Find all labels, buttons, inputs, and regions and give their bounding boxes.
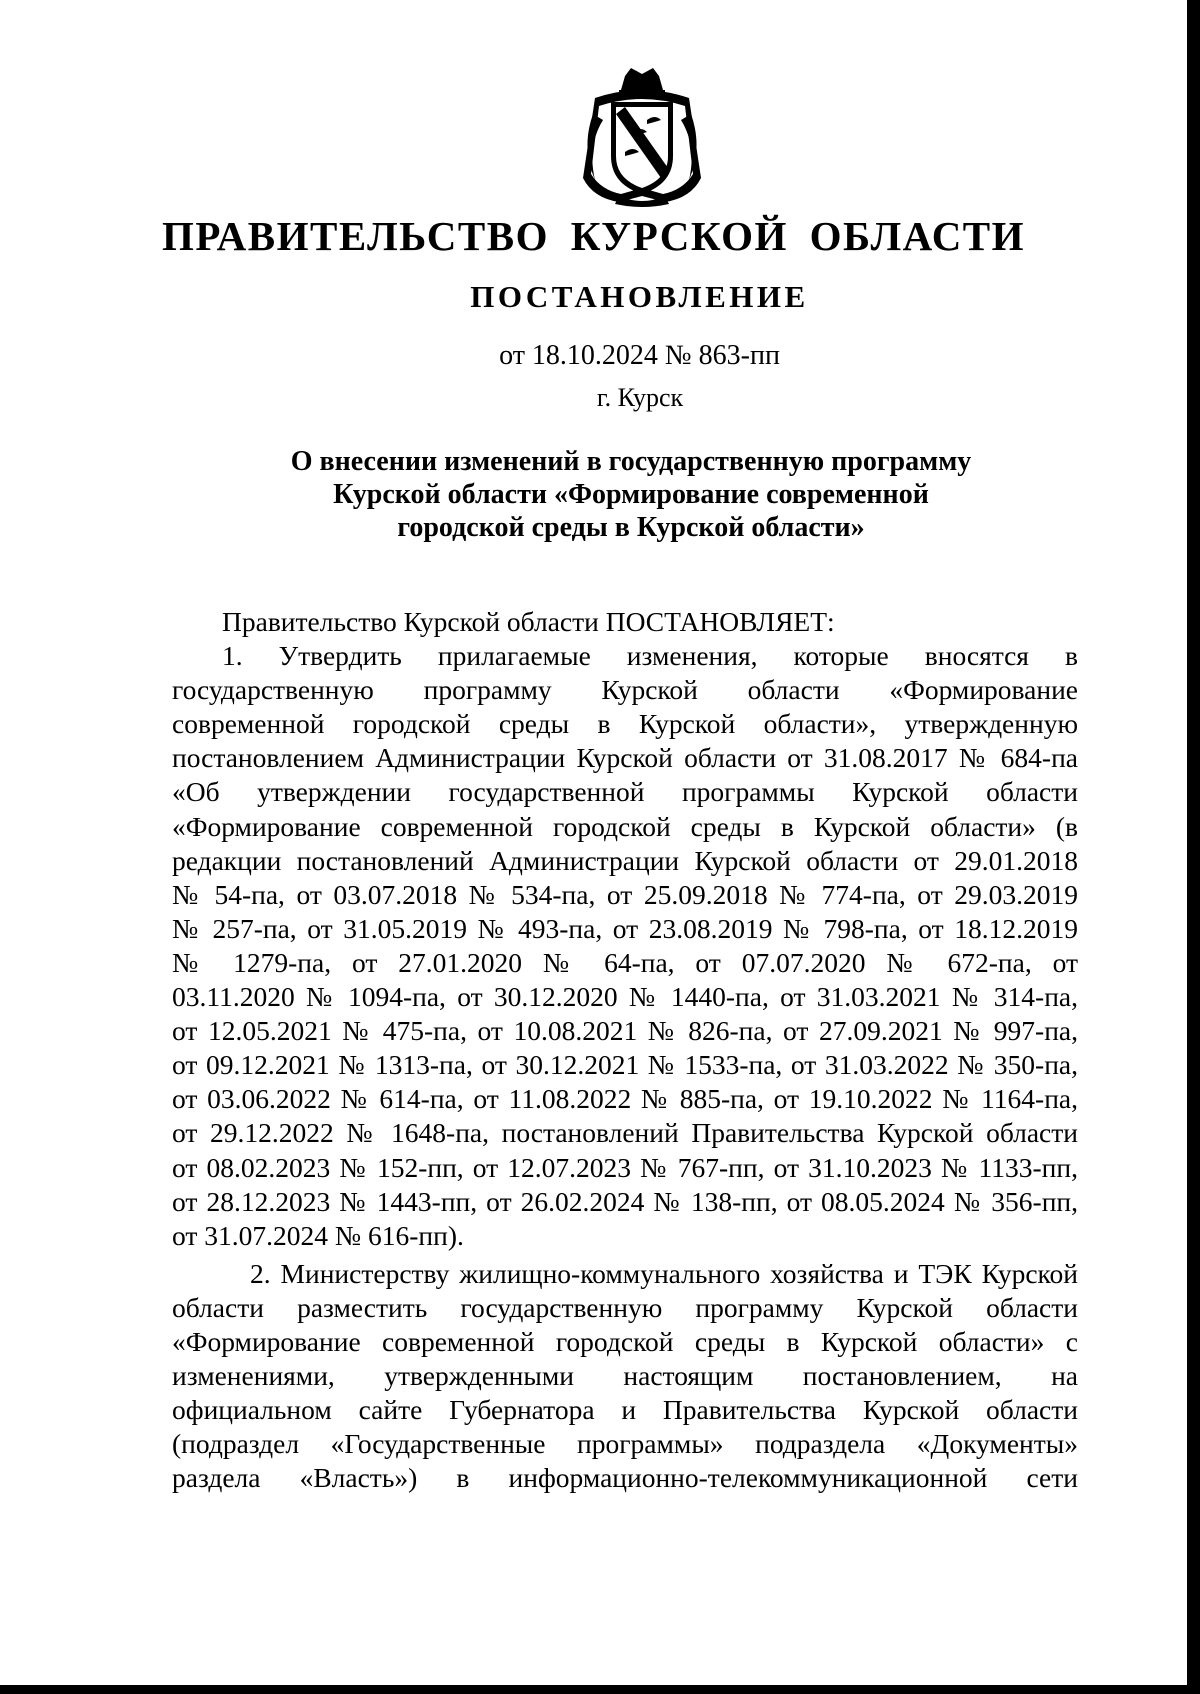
item2-line: «Формирование современной городской среды в Курской области» с [172, 1325, 1078, 1357]
item1-line: от 09.12.2021 № 1313-па, от 30.12.2021 № 1533-па, от 31.03.2022 № 350-па, [172, 1049, 1078, 1081]
page-edge-right [1187, 0, 1200, 1694]
item1-line: государственную программу Курской области «Формирование [172, 674, 1078, 706]
item1-line: 1. Утвердить прилагаемые изменения, которые вносятся в [222, 640, 1078, 672]
item1-line: постановлением Администрации Курской области от 31.08.2017 № 684-па [172, 742, 1078, 774]
page-edge-bottom [0, 1685, 1200, 1694]
document-body [172, 605, 1078, 1495]
item2-line: раздела «Власть») в информационно-телекоммуникационной сети [172, 1462, 1078, 1494]
document-subject [0, 445, 1200, 544]
item2-line: 2. Министерству жилищно-коммунального хозяйства и ТЭК Курской [250, 1257, 1078, 1289]
item1-line: № 54-па, от 03.07.2018 № 534-па, от 25.09.2018 № 774-па, от 29.03.2019 [172, 878, 1078, 910]
body-intro: Правительство Курской области ПОСТАНОВЛЯЕТ: [222, 606, 835, 637]
subject-line: О внесении изменений в государственную программу [290, 446, 972, 477]
subject-line: городской среды в Курской области» [397, 512, 865, 543]
item1-line: от 03.06.2022 № 614-па, от 11.08.2022 № 885-па, от 19.10.2022 № 1164-па, [172, 1083, 1078, 1115]
item1-line: № 1279-па, от 27.01.2020 № 64-па, от 07.07.2020 № 672-па, от [172, 946, 1078, 978]
item2-line: изменениями, утвержденными настоящим постановлением, на [172, 1360, 1078, 1392]
document-type: ПОСТАНОВЛЕНИЕ [470, 279, 809, 314]
item2-line: официальном сайте Губернатора и Правительства Курской области [172, 1394, 1078, 1426]
subject-line: Курской области «Формирование современной [333, 479, 929, 510]
document-city: г. Курск [596, 383, 684, 412]
document-number-date: от 18.10.2024 № 863-пп [499, 340, 780, 371]
item1-line: от 28.12.2023 № 1443-пп, от 26.02.2024 № 138-пп, от 08.05.2024 № 356-пп, [172, 1185, 1078, 1217]
government-title: ПРАВИТЕЛЬСТВО КУРСКОЙ ОБЛАСТИ [161, 213, 1026, 259]
item1-line: современной городской среды в Курской области», утвержденную [172, 708, 1078, 740]
item1-line: № 257-па, от 31.05.2019 № 493-па, от 23.08.2019 № 798-па, от 18.12.2019 [172, 912, 1078, 944]
item1-line: от 08.02.2023 № 152-пп, от 12.07.2023 № 767-пп, от 31.10.2023 № 1133-пп, [172, 1151, 1078, 1183]
coat-of-arms-icon [573, 68, 711, 208]
item1-line: «Формирование современной городской среды в Курской области» (в [172, 810, 1078, 842]
item1-line: «Об утверждении государственной программы Курской области [172, 776, 1078, 808]
item1-line: от 31.07.2024 № 616-пп). [172, 1219, 464, 1251]
item1-line: редакции постановлений Администрации Курской области от 29.01.2018 [172, 844, 1078, 876]
item1-line: 03.11.2020 № 1094-па, от 30.12.2020 № 1440-па, от 31.03.2021 № 314-па, [172, 981, 1078, 1013]
item2-line: (подраздел «Государственные программы» подраздела «Документы» [172, 1428, 1078, 1460]
item1-line: от 29.12.2022 № 1648-па, постановлений Правительства Курской области [172, 1117, 1078, 1149]
item2-line: области разместить государственную программу Курской области [172, 1291, 1078, 1323]
item1-line: от 12.05.2021 № 475-па, от 10.08.2021 № 826-па, от 27.09.2021 № 997-па, [172, 1015, 1078, 1047]
